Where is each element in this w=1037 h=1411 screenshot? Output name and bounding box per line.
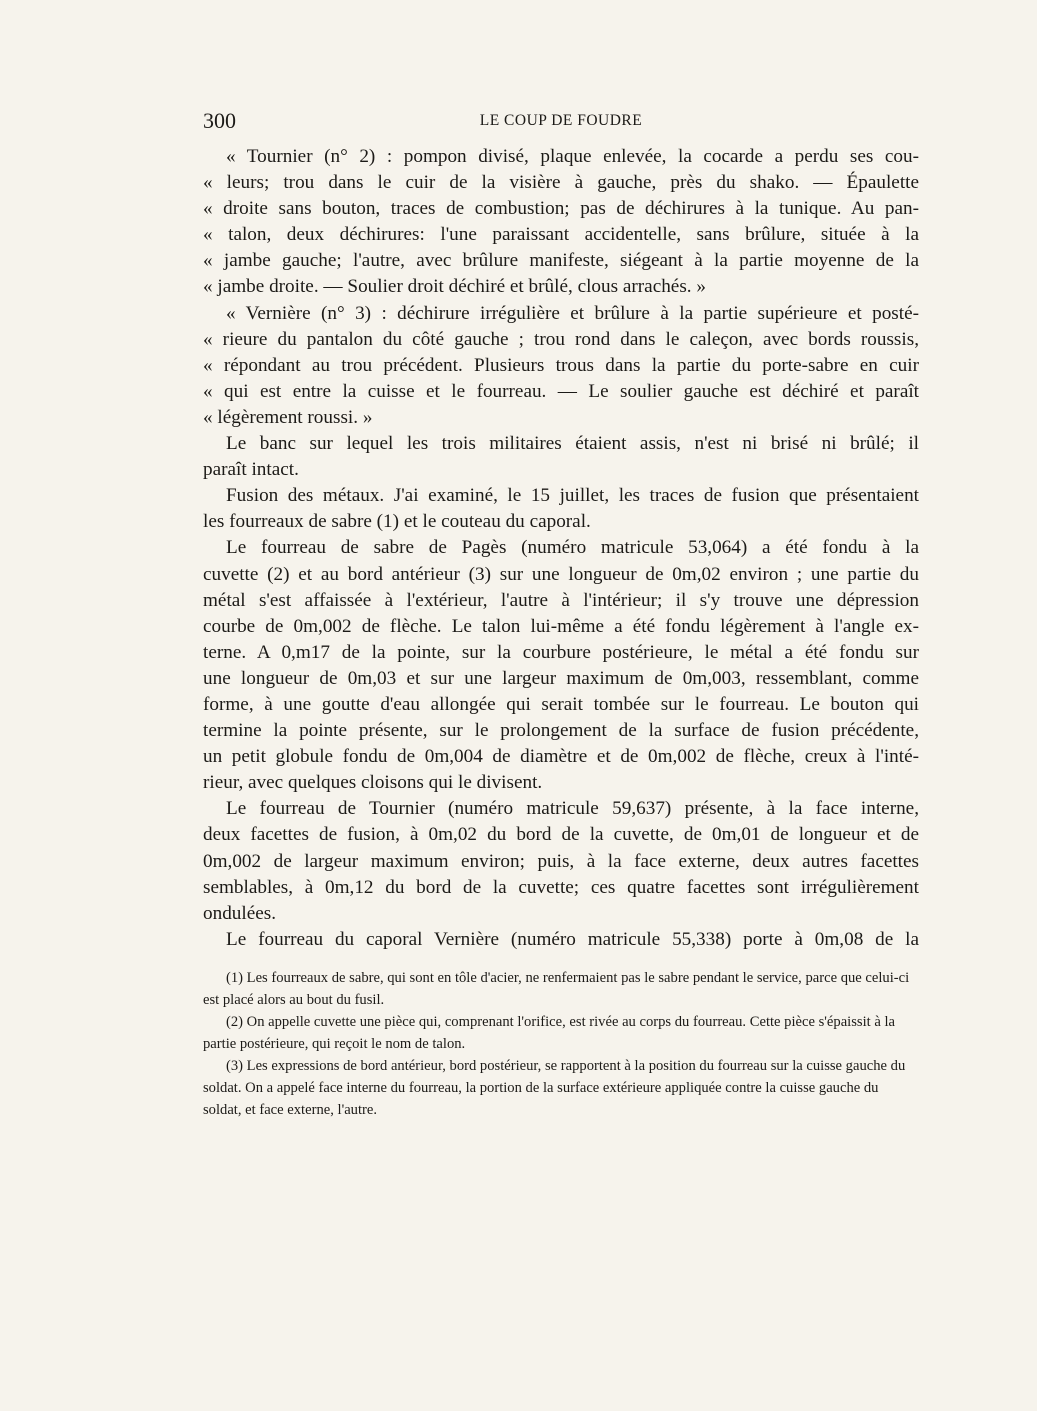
text-line: « Vernière (n° 3) : déchirure irrégulière et brûlure à la partie supérieure et posté- bbox=[226, 302, 919, 324]
text-line: Le fourreau de sabre de Pagès (numéro matricule 53,064) a été fondu à la bbox=[226, 537, 919, 559]
text-line: deux facettes de fusion, à 0m,02 du bord de la cuvette, de 0m,01 de longueur et de bbox=[203, 824, 919, 846]
page-header bbox=[203, 108, 919, 138]
text-line: « qui est entre la cuisse et le fourreau. — Le soulier gauche est déchiré et paraît bbox=[203, 380, 919, 402]
text-line: métal s'est affaissée à l'extérieur, l'autre à l'intérieur; il s'y trouve une dépression bbox=[203, 589, 919, 611]
paragraph bbox=[203, 301, 919, 431]
footnote: (2) On appelle cuvette une pièce qui, comprenant l'orifice, est rivée au corps du fourreau. Cette pièce s'épaissit à la partie postérieure, qui reçoit le nom de talon. bbox=[203, 1014, 895, 1052]
paragraph bbox=[203, 483, 919, 535]
page-number: 300 bbox=[203, 108, 236, 133]
text-line: « légèrement roussi. » bbox=[203, 406, 373, 428]
running-title: LE COUP DE FOUDRE bbox=[479, 112, 643, 129]
text-line: un petit globule fondu de 0m,004 de diamètre et de 0m,002 de flèche, creux à l'inté- bbox=[203, 746, 919, 768]
footnotes bbox=[203, 967, 919, 1121]
paragraph bbox=[203, 927, 919, 953]
text-line: rieur, avec quelques cloisons qui le divisent. bbox=[203, 772, 543, 794]
text-line: « droite sans bouton, traces de combustion; pas de déchirures à la tunique. Au pan- bbox=[203, 198, 919, 220]
text-line: une longueur de 0m,03 et sur une largeur maximum de 0m,003, ressemblant, comme bbox=[203, 667, 919, 689]
text-line: « leurs; trou dans le cuir de la visière à gauche, près du shako. — Épaulette bbox=[203, 172, 919, 194]
text-line: « talon, deux déchirures: l'une paraissant accidentelle, sans brûlure, située à la bbox=[203, 224, 919, 246]
paragraph bbox=[203, 144, 919, 301]
text-line: terne. A 0,m17 de la pointe, sur la courbure postérieure, le métal a été fondu sur bbox=[203, 641, 919, 663]
paragraph bbox=[203, 535, 919, 796]
text-line: semblables, à 0m,12 du bord de la cuvette; ces quatre facettes sont irrégulièrement bbox=[203, 876, 919, 898]
text-line: ondulées. bbox=[203, 902, 277, 924]
text-line: « répondant au trou précédent. Plusieurs trous dans la partie du porte-sabre en cuir bbox=[203, 354, 919, 376]
text-line: courbe de 0m,002 de flèche. Le talon lui-même a été fondu légèrement à l'angle ex- bbox=[203, 615, 919, 637]
body-text bbox=[203, 144, 919, 953]
footnote: (3) Les expressions de bord antérieur, bord postérieur, se rapportent à la position du fourreau sur la cuisse gauche du soldat. On a appelé face interne du fourreau, la portion de la surface extérieure appliquée contre la cuisse gauche du soldat, et face externe, l'autre. bbox=[203, 1058, 906, 1118]
text-line: « rieure du pantalon du côté gauche ; trou rond dans le caleçon, avec bords roussis, bbox=[203, 328, 919, 350]
footnote: (1) Les fourreaux de sabre, qui sont en tôle d'acier, ne renfermaient pas le sabre pendant le service, parce que celui-ci est placé alors au bout du fusil. bbox=[203, 970, 910, 1008]
text-line: Le fourreau de Tournier (numéro matricule 59,637) présente, à la face interne, bbox=[226, 798, 919, 820]
text-line: Fusion des métaux. J'ai examiné, le 15 juillet, les traces de fusion que présentaient bbox=[226, 485, 919, 507]
text-line: « jambe droite. — Soulier droit déchiré et brûlé, clous arrachés. » bbox=[203, 276, 706, 298]
text-line: forme, à une goutte d'eau allongée qui serait tombée sur le fourreau. Le bouton qui bbox=[203, 693, 919, 715]
text-line: les fourreaux de sabre (1) et le couteau du caporal. bbox=[203, 511, 591, 533]
paragraph bbox=[203, 431, 919, 483]
text-line: cuvette (2) et au bord antérieur (3) sur une longueur de 0m,02 environ ; une partie du bbox=[203, 563, 919, 585]
text-line: Le fourreau du caporal Vernière (numéro matricule 55,338) porte à 0m,08 de la bbox=[226, 928, 919, 950]
text-line: paraît intact. bbox=[203, 459, 299, 481]
text-line: « Tournier (n° 2) : pompon divisé, plaque enlevée, la cocarde a perdu ses cou- bbox=[226, 146, 919, 167]
text-line: 0m,002 de largeur maximum environ; puis, à la face externe, deux autres facettes bbox=[203, 850, 919, 872]
text-line: Le banc sur lequel les trois militaires étaient assis, n'est ni brisé ni brûlé; il bbox=[226, 433, 919, 455]
paragraph bbox=[203, 796, 919, 926]
text-line: « jambe gauche; l'autre, avec brûlure manifeste, siégeant à la partie moyenne de la bbox=[203, 250, 919, 272]
text-line: termine la pointe présente, sur le prolongement de la surface de fusion précédente, bbox=[203, 720, 919, 742]
